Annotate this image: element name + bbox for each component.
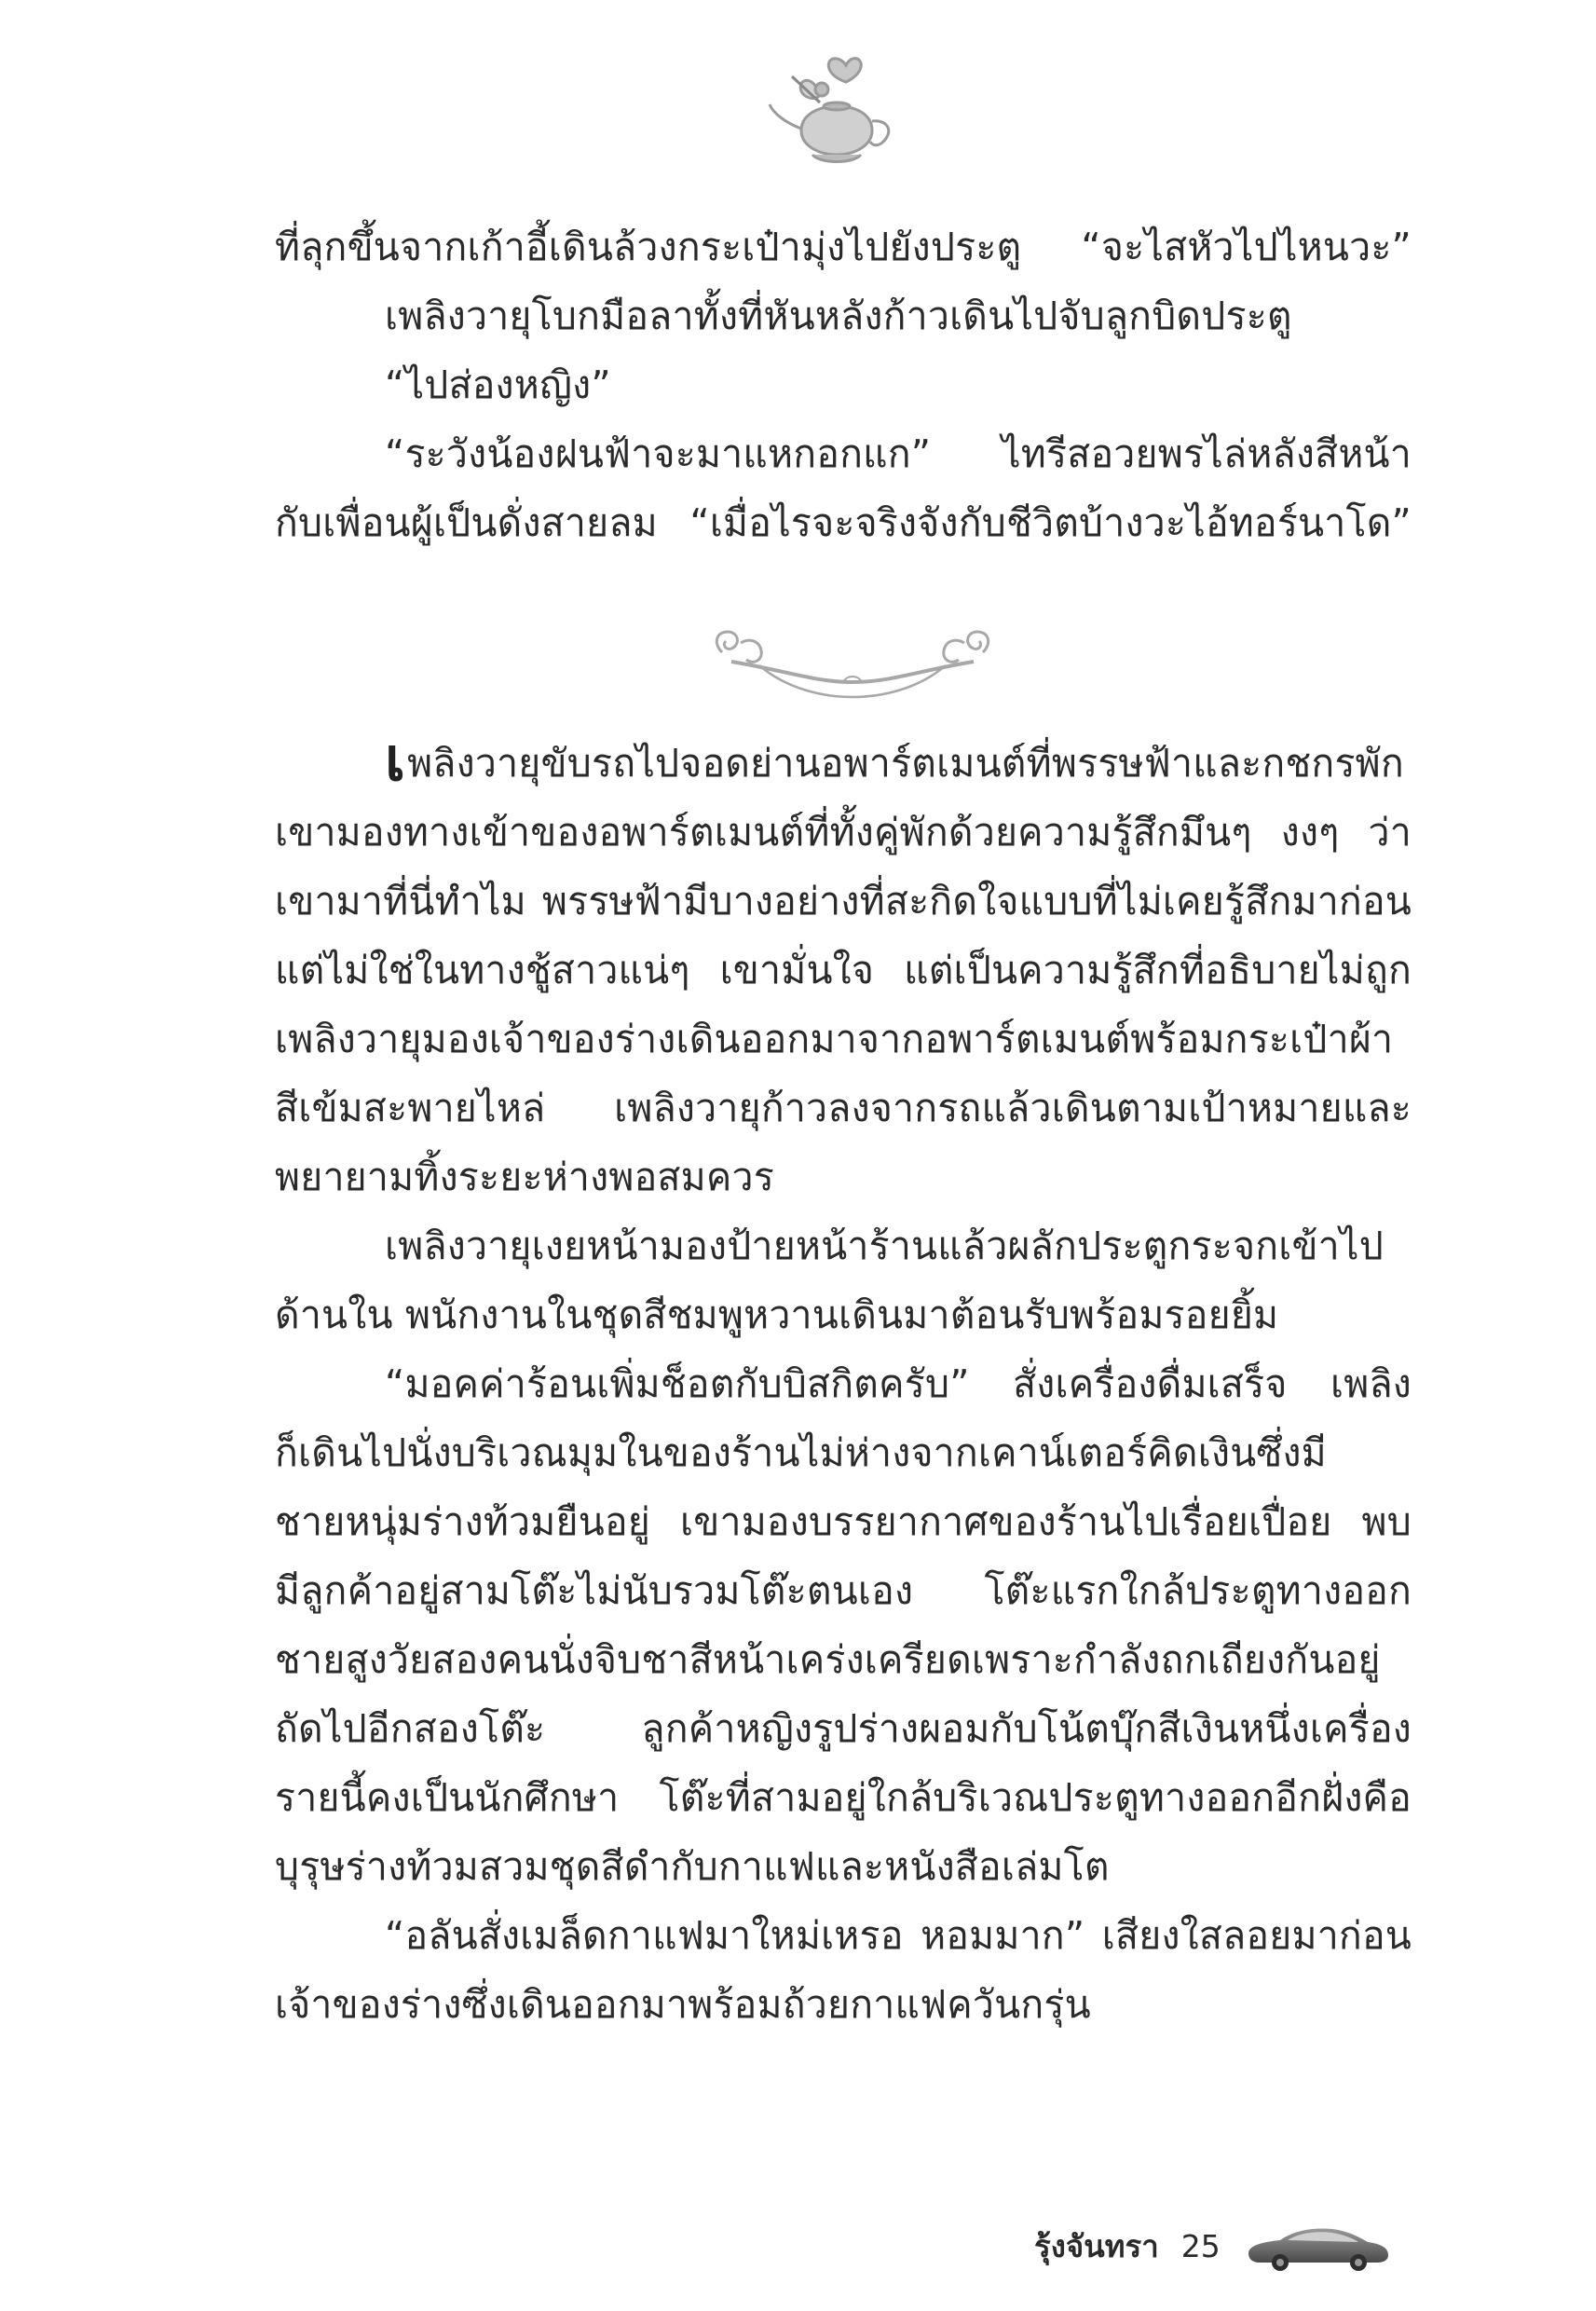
scroll-divider-icon — [703, 624, 1002, 708]
text-line: แต่ไม่ใช่ในทางชู้สาวแน่ๆ เขามั่นใจ แต่เป็นความรู้สึกที่อธิบายไม่ถูก — [275, 948, 1412, 992]
text-line: ชายหนุ่มร่างท้วมยืนอยู่ เขามองบรรยากาศของร้านไปเรื่อยเปื่อย พบ — [275, 1499, 1412, 1544]
first-line-rest: พลิงวายุขับรถไปจอดย่านอพาร์ตเมนต์ที่พรรษฟ้าและกชกรพัก — [407, 741, 1404, 786]
drop-cap: เ — [385, 729, 406, 795]
text-line: “มอคค่าร้อนเพิ่มช็อตกับบิสกิตครับ” สั่งเครื่องดื่มเสร็จ เพลิง — [385, 1361, 1412, 1406]
text-line: บุรุษร่างท้วมสวมชุดสีดำกับกาแฟและหนังสือเล่มโต — [275, 1844, 1110, 1889]
text-line: ที่ลุกขึ้นจากเก้าอี้เดินล้วงกระเป๋ามุ่งไปยังประตู “จะไสหัวไปไหนวะ” — [275, 225, 1412, 269]
text-line: มีลูกค้าอยู่สามโต๊ะไม่นับรวมโต๊ะตนเอง โต๊ะแรกใกล้ประตูทางออก — [275, 1568, 1412, 1613]
car-icon — [1243, 2218, 1392, 2274]
text-line: “อลันสั่งเมล็ดกาแฟมาใหม่เหรอ หอมมาก” เสียงใสลอยมาก่อน — [385, 1913, 1412, 1958]
text-line: ด้านใน พนักงานในชุดสีชมพูหวานเดินมาต้อนรับพร้อมรอยยิ้ม — [275, 1292, 1279, 1337]
text-line: ถัดไปอีกสองโต๊ะ ลูกค้าหญิงรูปร่างผอมกับโน้ตบุ๊กสีเงินหนึ่งเครื่อง — [275, 1706, 1412, 1751]
page-number: 25 — [1180, 2227, 1221, 2264]
text-line: เพลิงวายุมองเจ้าของร่างเดินออกมาจากอพาร์ตเมนต์พร้อมกระเป๋าผ้า — [275, 1017, 1394, 1061]
top-text-block — [275, 212, 1412, 557]
main-text-block — [275, 729, 1412, 2039]
text-line: เพลิงวายุเงยหน้ามองป้ายหน้าร้านแล้วผลักประตูกระจกเข้าไป — [385, 1224, 1384, 1268]
text-line: พยายามทิ้งระยะห่างพอสมควร — [275, 1155, 774, 1199]
text-line: ก็เดินไปนั่งบริเวณมุมในของร้านไม่ห่างจากเคาน์เตอร์คิดเงินซึ่งมี — [275, 1430, 1327, 1475]
teapot-cupid-icon — [764, 48, 904, 179]
text-line: เจ้าของร่างซึ่งเดินออกมาพร้อมถ้วยกาแฟควันกรุ่น — [275, 1982, 1091, 2027]
text-line: กับเพื่อนผู้เป็นดั่งสายลม “เมื่อไรจะจริงจังกับชีวิตบ้างวะไอ้ทอร์นาโด” — [275, 500, 1412, 545]
text-line: รายนี้คงเป็นนักศึกษา โต๊ะที่สามอยู่ใกล้บริเวณประตูทางออกอีกฝั่งคือ — [275, 1775, 1412, 1820]
text-line: เพลิงวายุโบกมือลาทั้งที่หันหลังก้าวเดินไปจับลูกบิดประตู — [385, 294, 1292, 338]
author-name: รุ้งจันทรา — [1034, 2227, 1159, 2264]
text-line-first — [275, 729, 1412, 798]
text-line: ชายสูงวัยสองคนนั่งจิบชาสีหน้าเคร่งเครียดเพราะกำลังถกเถียงกันอยู่ — [275, 1637, 1381, 1682]
text-line: เขามาที่นี่ทำไม พรรษฟ้ามีบางอย่างที่สะกิดใจแบบที่ไม่เคยรู้สึกมาก่อน — [275, 879, 1412, 923]
page-footer — [1034, 2218, 1392, 2274]
text-line: “ระวังน้องฝนฟ้าจะมาแหกอกแก” ไทรีสอวยพรไล่หลังสีหน้า — [385, 431, 1412, 476]
text-line: สีเข้มสะพายไหล่ เพลิงวายุก้าวลงจากรถแล้วเดินตามเป้าหมายและ — [275, 1086, 1412, 1130]
text-line: “ไปส่องหญิง” — [385, 362, 611, 407]
text-line: เขามองทางเข้าของอพาร์ตเมนต์ที่ทั้งคู่พักด้วยความรู้สึกมึนๆ งงๆ ว่า — [275, 810, 1412, 855]
